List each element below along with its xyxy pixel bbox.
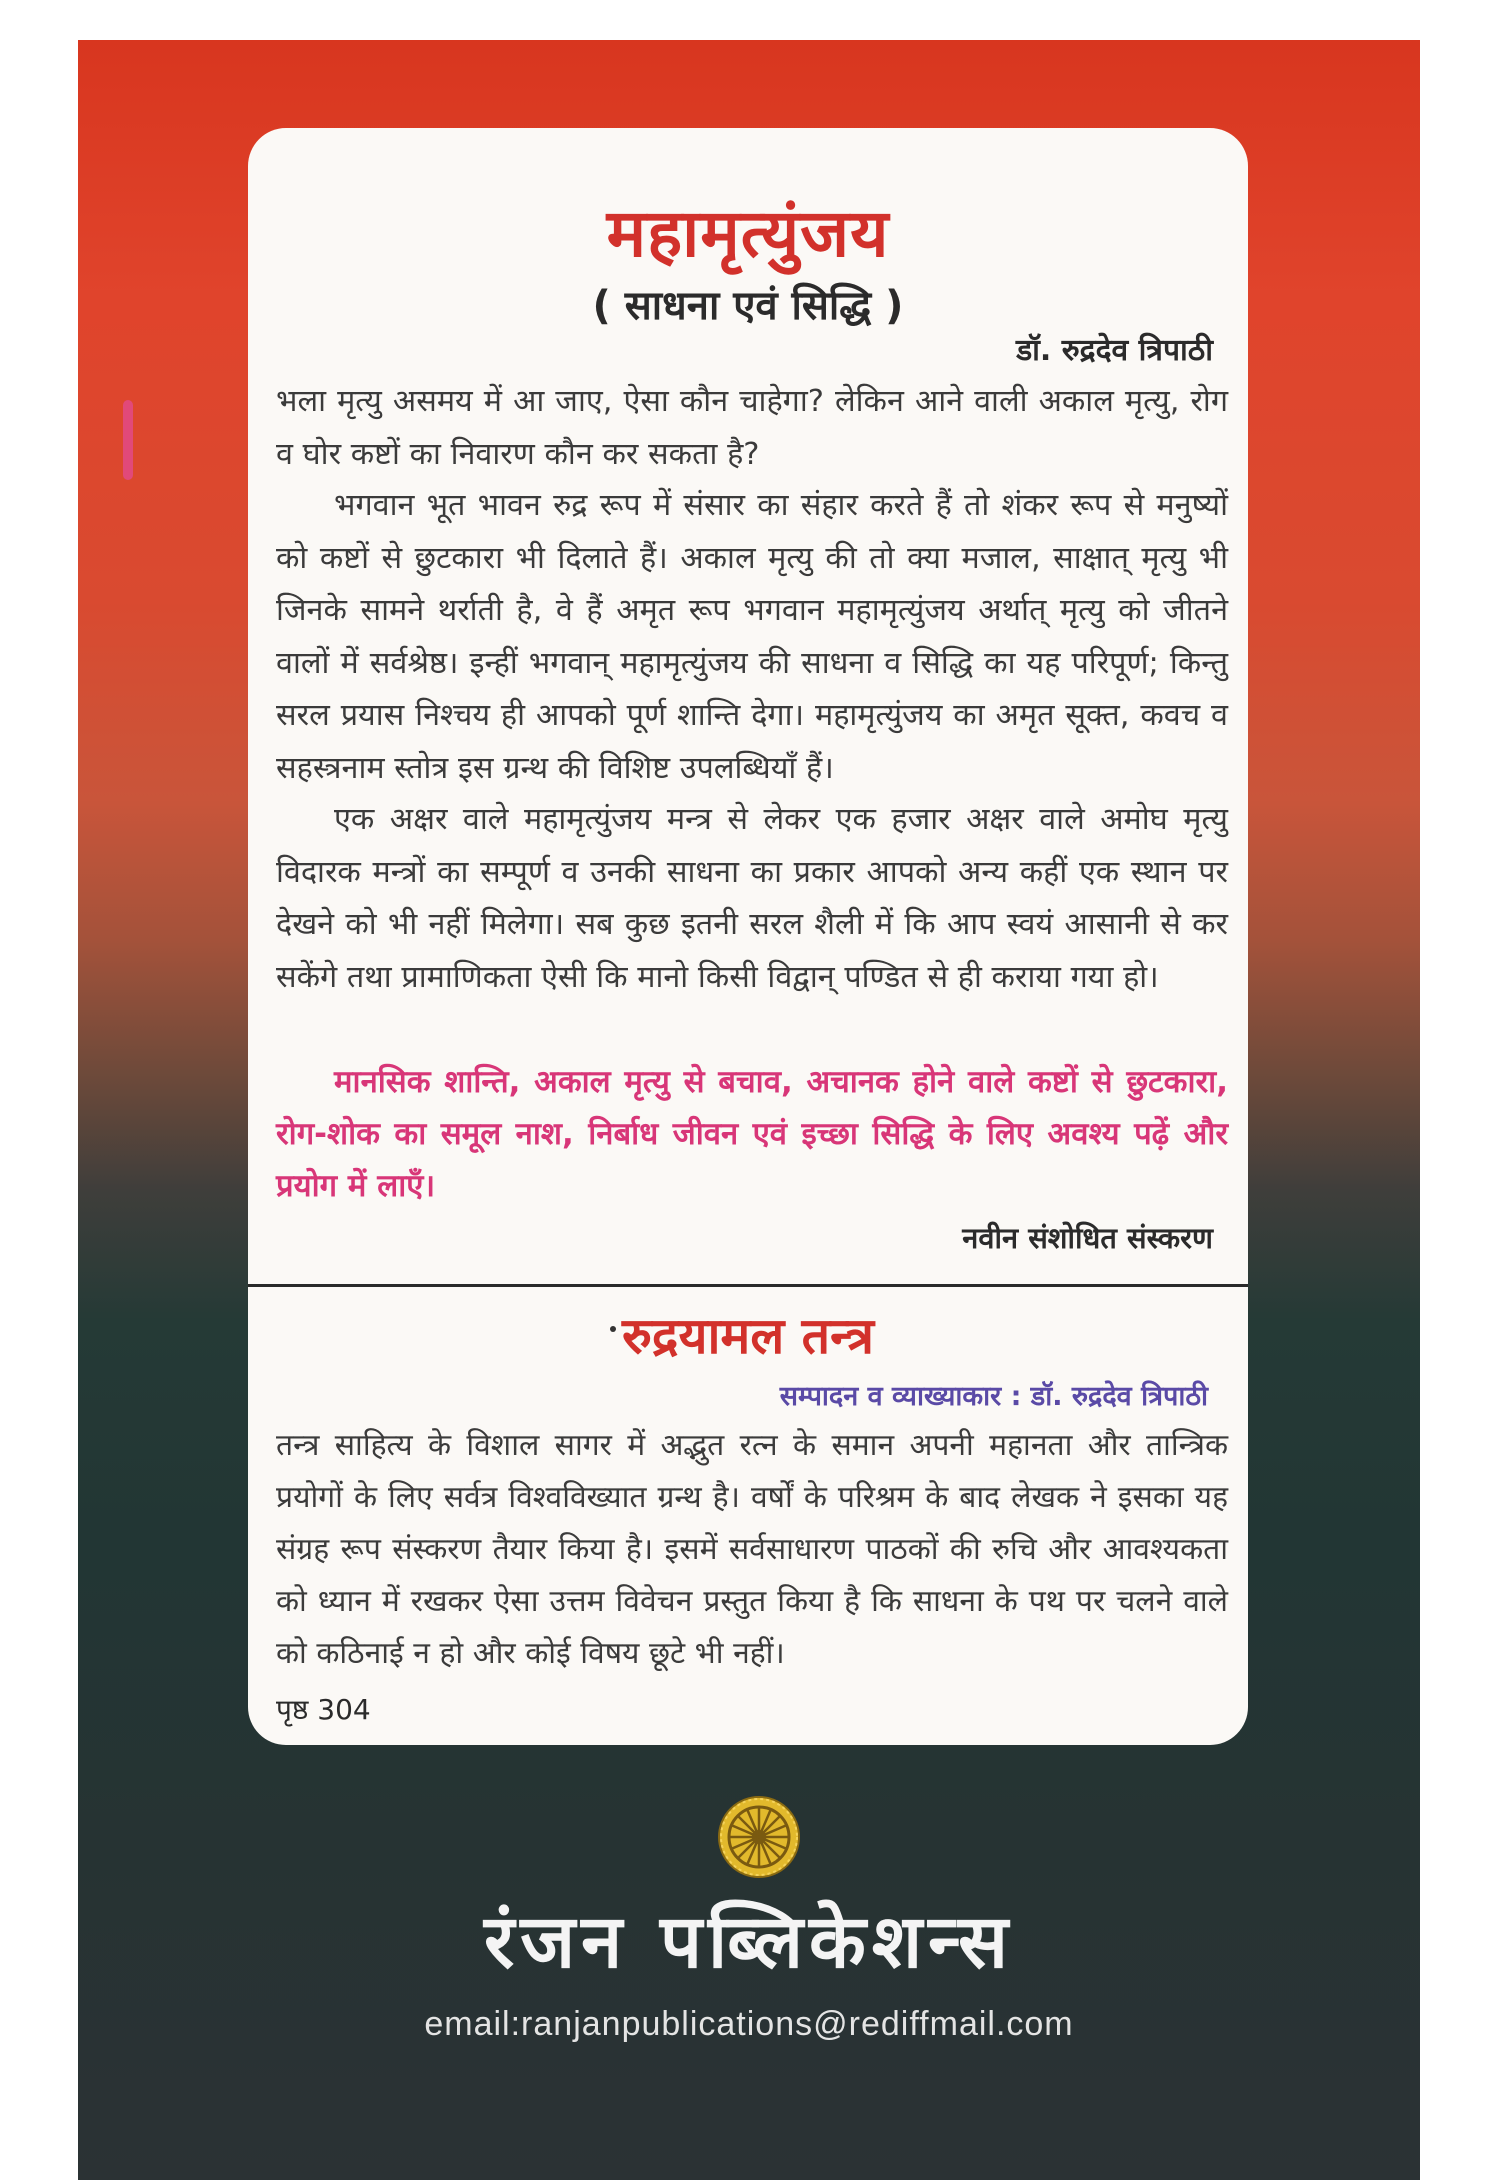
book1-highlight: मानसिक शान्ति, अकाल मृत्यु से बचाव, अचानक होने वाले कष्टों से छुटकारा, रोग-शोक का समूल नाश, निर्बाध जीवन एवं इच्छा सिद्धि के लिए अवश्य पढ़ें और प्रयोग में लाएँ। <box>276 1064 1228 1204</box>
book2-pages: पृष्ठ 304 <box>276 1693 371 1726</box>
book2-editor: सम्पादन व व्याख्याकार : डॉ. रुद्रदेव त्रिपाठी <box>779 1381 1208 1412</box>
book1-paragraph-1: भला मृत्यु असमय में आ जाए, ऐसा कौन चाहेगा? लेकिन आने वाली अकाल मृत्यु, रोग व घोर कष्टों का निवारण कौन कर सकता है? <box>276 384 1228 472</box>
book1-author: डॉ. रुद्रदेव त्रिपाठी <box>1016 333 1213 368</box>
book1-title: महामृत्युंजय <box>606 195 890 272</box>
content-card <box>248 128 1248 1745</box>
pink-mark <box>123 400 133 480</box>
book1-edition: नवीन संशोधित संस्करण <box>962 1221 1213 1255</box>
publisher-name: रंजन पब्लिकेशन्स <box>483 1899 1015 1985</box>
publisher-email: email:ranjanpublications@rediffmail.com <box>424 2005 1074 2043</box>
book2-title: रुद्रयामल तन्त्र <box>622 1307 874 1365</box>
book1-subtitle: ( साधना एवं सिद्धि ) <box>592 283 904 329</box>
section-divider <box>248 1284 1248 1287</box>
book1-paragraph-2: भगवान भूत भावन रुद्र रूप में संसार का संहार करते हैं तो शंकर रूप से मनुष्यों को कष्टों से छुटकारा भी दिलाते हैं। अकाल मृत्यु की तो क्या मजाल, साक्षात् मृत्यु भी जिनके सामने थर्राती है, वे हैं अमृत रूप भगवान महामृत्युंजय अर्थात् मृत्यु को जीतने वालों में सर्वश्रेष्ठ। इन्हीं भगवान् महामृत्युंजय की साधना व सिद्धि का यह परिपूर्ण; किन्तु सरल प्रयास निश्चय ही आपको पूर्ण शान्ति देगा। महामृत्युंजय का अमृत सूक्त, कवच व सहस्त्रनाम स्तोत्र इस ग्रन्थ की विशिष्ट उपलब्धियाँ हैं। <box>276 488 1228 786</box>
book2-paragraph: तन्त्र साहित्य के विशाल सागर में अद्भुत रत्न के समान अपनी महानता और तान्त्रिक प्रयोगों के लिए सर्वत्र विश्वविख्यात ग्रन्थ है। वर्षों के परिश्रम के बाद लेखक ने इसका यह संग्रह रूप संस्करण तैयार किया है। इसमें सर्वसाधारण पाठकों की रुचि और आवश्यकता को ध्यान में रखकर ऐसा उत्तम विवेचन प्रस्तुत किया है कि साधना के पथ पर चलने वाले को कठिनाई न हो और कोई विषय छूटे भी नहीं। <box>276 1428 1228 1671</box>
book1-paragraph-3: एक अक्षर वाले महामृत्युंजय मन्त्र से लेकर एक हजार अक्षर वाले अमोघ मृत्यु विदारक मन्त्रों का सम्पूर्ण व उनकी साधना का प्रकार आपको अन्य कहीं एक स्थान पर देखने को भी नहीं मिलेगा। सब कुछ इतनी सरल शैली में कि आप स्वयं आसानी से कर सकेंगे तथा प्रामाणिकता ऐसी कि मानो किसी विद्वान् पण्डित से ही कराया गया हो। <box>276 802 1228 995</box>
dharma-wheel-icon <box>717 1795 801 1879</box>
decorative-dot <box>610 1326 616 1332</box>
